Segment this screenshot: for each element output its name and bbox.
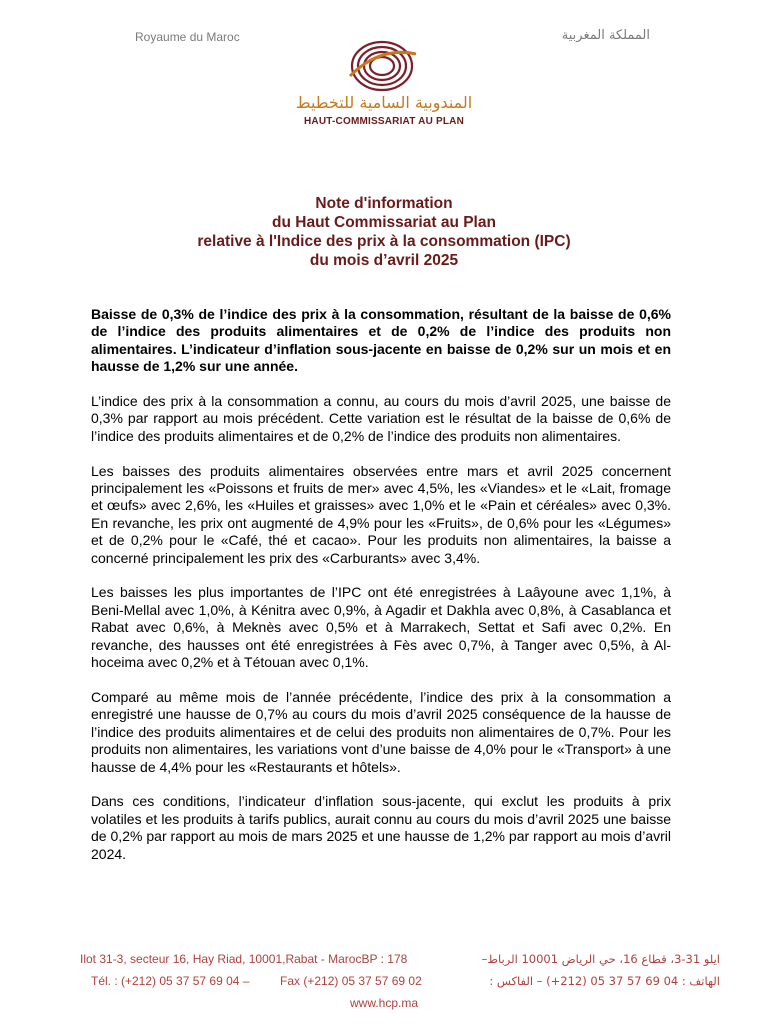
footer-address-fr: Ilot 31-3, secteur 16, Hay Riad, 10001,Rabat - MarocBP : 178 <box>80 952 408 966</box>
footer-website-link[interactable]: www.hcp.ma <box>349 996 419 1010</box>
document-title <box>90 194 678 270</box>
title-line-4: du mois d’avril 2025 <box>309 252 459 269</box>
paragraph-1: L’indice des prix à la consommation a connu, au cours du mois d’avril 2025, une baisse de 0,3% par rapport au mois précédent. Cette variation est le résultat de la baisse de 0,6% de l’indice des produits alimentaires et de 0,2% de l’indice des produits non alimentaires. <box>91 393 671 444</box>
footer-tel-fr: Tél. : (+212) 05 37 57 69 04 – <box>91 974 250 988</box>
hcp-logo-icon <box>340 36 422 96</box>
header-country-fr: Royaume du Maroc <box>135 30 240 44</box>
footer-tel-fax-ar: الهاتف : 04 69 57 37 05 (212+) – الفاكس : <box>489 974 720 988</box>
paragraph-2: Les baisses des produits alimentaires observées entre mars et avril 2025 concernent principalement les «Poissons et fruits de mer» avec 4,5%, les «Viandes» et le «Lait, fromage et œufs» avec 2,6%, les «Huiles et graisses» avec 1,0% et le «Pain et céréales» avec 0,3%. En revanche, les prix ont augmenté de 4,9% pour les «Fruits», de 0,6% pour les «Légumes» et de 0,2% pour le «Café, thé et cacao». Pour les produits non alimentaires, la baisse a concerné principalement les prix des «Carburants» avec 3,4%. <box>91 462 671 566</box>
logo-french-text: HAUT-COMMISSARIAT AU PLAN <box>304 116 464 127</box>
logo-arabic-text: المندوبية السامية للتخطيط <box>295 93 473 112</box>
footer-fax-fr: Fax (+212) 05 37 57 69 02 <box>280 974 422 988</box>
title-line-1: Note d'information <box>315 195 453 212</box>
header-country-ar: المملكة المغربية <box>561 28 650 43</box>
lead-paragraph: Baisse de 0,3% de l’indice des prix à la consommation, résultant de la baisse de 0,6% de l’indice des produits alimentaires et de 0,2% de l’indice des produits non alimentaires. L’indicateur d’inflation sous-jacente en baisse de 0,2% sur un mois et en hausse de 1,2% sur une année. <box>91 306 671 375</box>
title-line-2: du Haut Commissariat au Plan <box>272 214 496 231</box>
paragraph-5: Dans ces conditions, l’indicateur d’inflation sous-jacente, qui exclut les produits à prix volatiles et les produits à tarifs publics, aurait connu au cours du mois d’avril 2025 une baisse de 0,2% par rapport au mois de mars 2025 et une hausse de 1,2% par rapport au mois d’avril 2024. <box>91 793 671 862</box>
footer <box>0 948 768 1014</box>
footer-address-ar: ايلو 31-3، قطاع 16، حي الرياض 10001 الرباط– <box>481 952 720 966</box>
document-body <box>91 306 671 880</box>
title-line-3: relative à l'Indice des prix à la consommation (IPC) <box>197 233 571 250</box>
paragraph-4: Comparé au même mois de l’année précédente, l’indice des prix à la consommation a enregistré une hausse de 0,7% au cours du mois d’avril 2025 conséquence de la hausse de l’indice des produits alimentaires et de celui des produits non alimentaires de 0,7%. Pour les produits non alimentaires, les variations vont d’une baisse de 4,0% pour le «Transport» à une hausse de 4,4% pour les «Restaurants et hôtels». <box>91 688 671 775</box>
paragraph-3: Les baisses les plus importantes de l’IPC ont été enregistrées à Laâyoune avec 1,1%, à Beni-Mellal avec 1,0%, à Kénitra avec 0,9%, à Agadir et Dakhla avec 0,8%, à Casablanca et Rabat avec 0,6%, à Meknès avec 0,5% et à Marrakech, Settat et Safi avec 0,2%. En revanche, des hausses ont été enregistrées à Fès avec 0,7%, à Tanger avec 0,5%, à Al-hoceima avec 0,2% et à Tétouan avec 0,1%. <box>91 584 671 671</box>
